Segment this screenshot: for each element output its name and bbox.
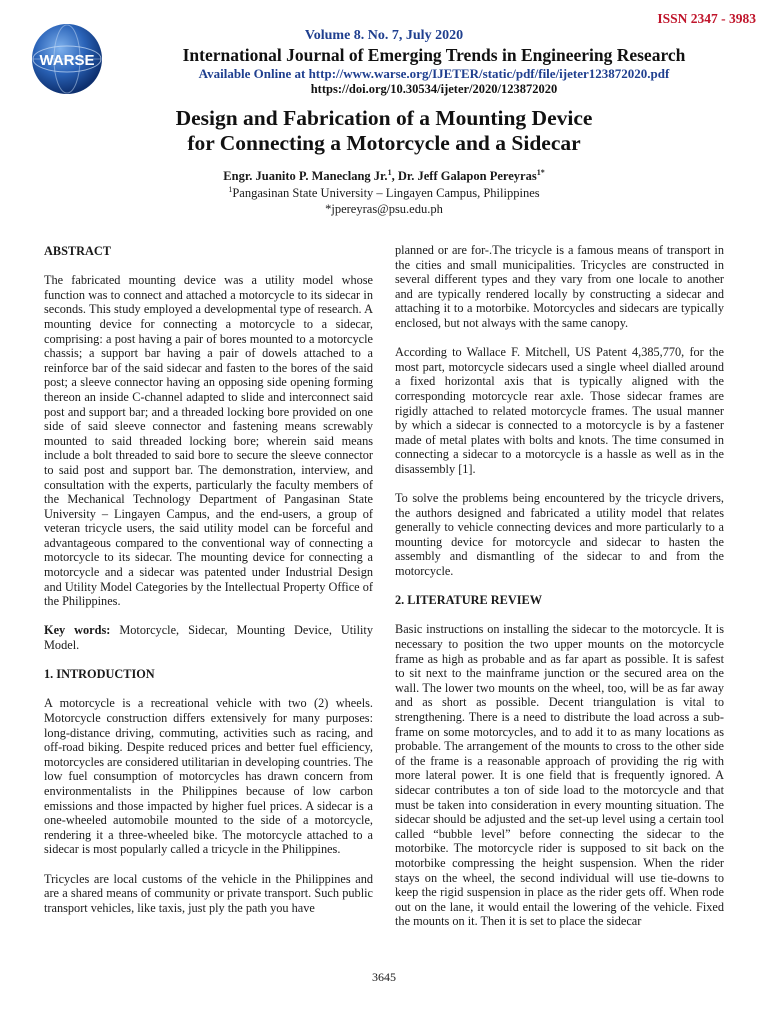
doi-link[interactable]: https://doi.org/10.30534/ijeter/2020/123872020 — [310, 82, 558, 96]
right-paragraph-2: According to Wallace F. Mitchell, US Patent 4,385,770, for the most part, motorcycle sidecars used a single wheel dialled around a fixed horizontal axis that is typically aligned with the corresponding motorcycle rear axle. Those sidecar frames are rigidly attached to related motorcycle frames. The usual manner by which a sidecar is connected to a motorcycle is by a fastener made of metal plates with bolts and knots. The time consumed in connecting a sidecar to a motorcycle is a hassle as well as in the disassembly [1]. — [395, 345, 724, 476]
literature-review-heading: 2. LITERATURE REVIEW — [395, 593, 543, 608]
logo-text: WARSE — [39, 52, 95, 69]
right-column — [395, 243, 724, 944]
paper-title-line-1: Design and Fabrication of a Mounting Device — [175, 106, 593, 130]
volume-issue: Volume 8. No. 7, July 2020 — [304, 28, 464, 43]
affiliation — [0, 186, 768, 201]
author-separator: , — [391, 169, 398, 183]
author-2-sup: 1* — [536, 167, 545, 177]
author-1: Engr. Juanito P. Maneclang Jr. — [223, 169, 388, 183]
author-2: Dr. Jeff Galapon Pereyras — [397, 169, 537, 183]
abstract-heading: ABSTRACT — [44, 244, 111, 258]
right-paragraph-1: planned or are for-.The tricycle is a famous means of transport in the cities and small municipalities. Tricycles are constructed in several different types and they vary from one locale to another and are typically rendered locally by constructing a sidecar and attaching it to a motorbike. Motorcycles and sidecars are typically enclosed, but not always with the same canopy. — [395, 243, 724, 330]
journal-title: International Journal of Emerging Trends in Engineering Research — [182, 45, 686, 65]
affiliation-sup: 1 — [228, 184, 233, 194]
keywords-label: Key words: — [44, 623, 111, 638]
keywords — [44, 623, 373, 652]
introduction-paragraph-2: Tricycles are local customs of the vehicle in the Philippines and are a shared means of community or private transport. Such public transport vehicles, like taxis, just ply the path you have — [44, 871, 373, 915]
author-list — [0, 169, 768, 184]
left-column — [44, 244, 373, 930]
page-number: 3645 — [372, 970, 396, 984]
introduction-heading: 1. INTRODUCTION — [44, 667, 155, 682]
paper-title-line-2: for Connecting a Motorcycle and a Sidecar — [187, 131, 581, 155]
keywords-text: Motorcycle, Sidecar, Mounting Device, Utility Model. — [44, 623, 373, 653]
right-paragraph-3: To solve the problems being encountered by the tricycle drivers, the authors designed and fabricated a utility model that relates generally to vehicle connecting devices and more particularly to a mounting device for motorcycle and sidecar to hasten the assembly and dismantling of the sidecar to and from the motorcycle. — [395, 491, 724, 579]
corresponding-email[interactable]: *jpereyras@psu.edu.ph — [325, 202, 443, 216]
abstract-text: The fabricated mounting device was a utility model whose function was to connect and attached a motorcycle to its sidecar in seconds. This study employed a developmental type of research. A mounting device for connecting a motorcycle to a sidecar, comprising: a post having a pair of bores mounted to a motorcycle chassis; a support bar having a pair of dowels attached to a reinforce bar of the said sidecar and fasten to the bores of the said post; a sleeve connector having an opposing side opening forming thereon an inside C-channel adapted to slide and interconnect said post and support bar; and a threaded locking bore provided on one side of said sleeve connector and fastening means screwably mounted to said threaded locking bore; wherein said means include a bolt threaded to said bore to secure the sleeve connector to said post and support bar. The demonstration, interview, and consultation with the experts, particularly the faculty members of the Mechanical Technology Department of Pangasinan State University – Lingayen Campus, and the end-users, a group of veteran tricycle users, the said utility model can be forceful and advantageous compared to the conventional way of connecting a motorcycle to its sidecar. The mounting device for connecting a motorcycle and a sidecar was patented under Industrial Design and Utility Model Categories by the Intellectual Property Office of the Philippines. — [44, 273, 373, 609]
author-1-sup: 1 — [387, 167, 392, 177]
literature-review-paragraph: Basic instructions on installing the sidecar to the motorcycle. It is necessary to position the two upper mounts on the motorcycle frame as high as probable and as far apart as possible. It is safest to sit next to the mainframe junction or the secured area on the wall. The lower two mounts on the wheel, too, will be as far away and as short as possible. Decent triangulation is vital to strengthening. There is a need to distribute the load across a sub-frame on some motorcycles, and to add it to as many locations as probable. The arrangement of the mounts to cross to the other side of the frame is a reasonable approach of providing the rig with more lateral power. It is one field that is frequently ignored. A sidecar contributes a ton of side load to the motorcycle and that must be taken into consideration in every mounting situation. The sidecar should be adjusted and the set-up level using a certain tool called “bubble level” before connecting the sidecar to the motorbike. The motorcycle rider is supposed to sit back on the motorbike compressing the height suspension. When the rider stays on the wheel, the second individual will use tie-downs to keep the rigid suspension in place as the rider gets off. When rode out on the lane, it would entail the lowering of the vehicle. Fixed the mounts on it. Then it is set to place the sidecar — [395, 622, 724, 929]
available-online-link[interactable]: Available Online at http://www.warse.org/IJETER/static/pdf/file/ijeter123872020.pdf — [198, 66, 670, 81]
introduction-paragraph-1: A motorcycle is a recreational vehicle with two (2) wheels. Motorcycle construction differs extensively for many purposes: long-distance driving, commuting, activities such as racing, and off-road biking. Despite reduced prices and better fuel efficiency, motorcycles are considered utilitarian in developing countries. The low fuel consumption of motorcycles has drawn concern from environmentalists in the Philippines because of low carbon emissions and those impacted by higher fuel prices. A sidecar is a one-wheeled automobile mounted to the side of a motorcycle, rendering it a three-wheeled bike. The motorcycle attached to a sidecar is most popularly called a tricycle in the Philippines. — [44, 696, 373, 857]
issn: ISSN 2347 - 3983 — [657, 11, 756, 26]
affiliation-text: Pangasinan State University – Lingayen Campus, Philippines — [232, 186, 540, 200]
